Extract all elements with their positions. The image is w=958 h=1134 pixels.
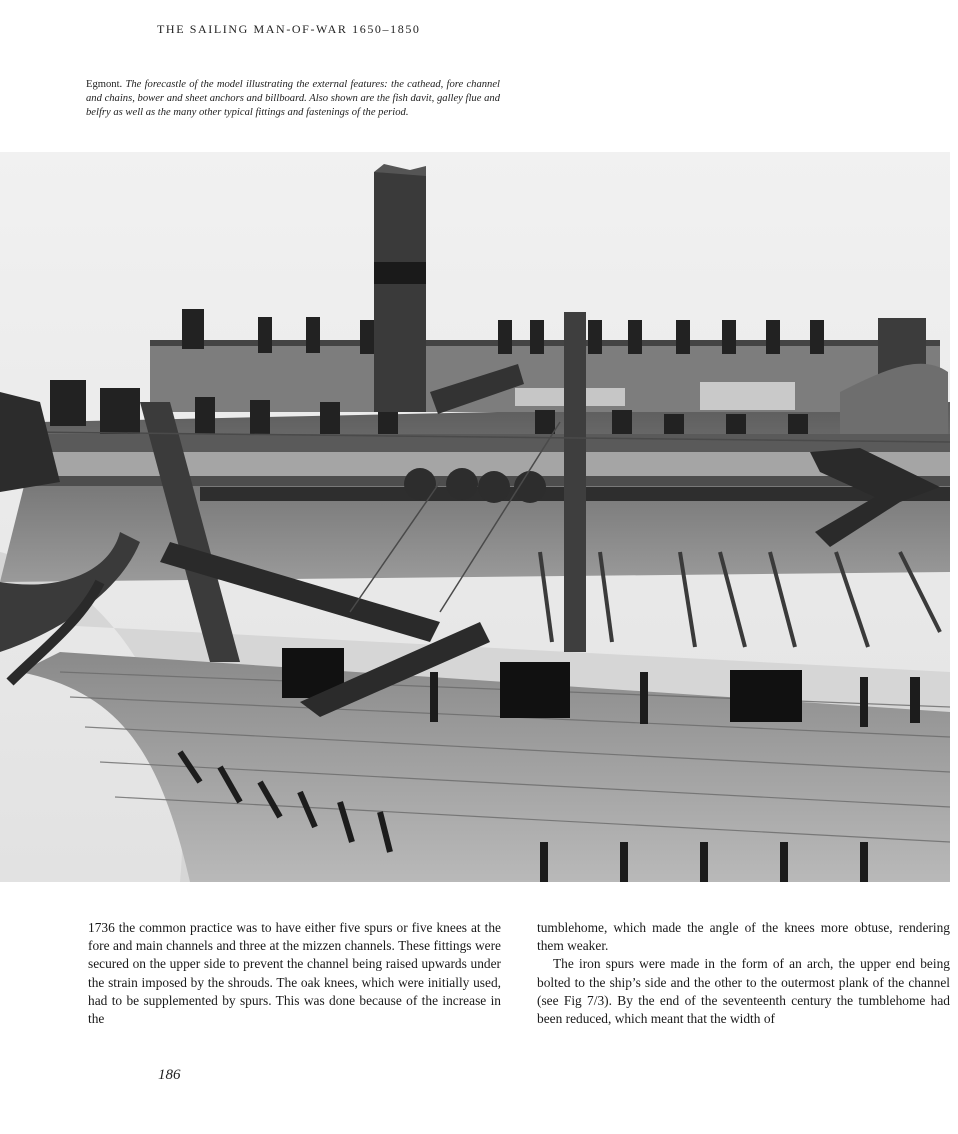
paragraph: tumblehome, which made the angle of the knees more obtuse, rendering them weaker. [537, 920, 950, 954]
caption-text: The forecastle of the model illustrating the external features: the cathead, fore channel and chains, bower and sheet anchors and billboard. Also shown are the fish davit, galley flue and belfry as well as the many other typical fittings and fastenings of the period. [86, 79, 500, 118]
running-head: THE SAILING MAN-OF-WAR 1650–1850 [157, 22, 421, 36]
caption-lead: Egmont. [86, 79, 123, 90]
figure-caption [86, 78, 500, 120]
body-text-left-column [88, 919, 501, 1028]
ship-model-photograph [0, 152, 950, 882]
paragraph: 1736 the common practice was to have either five spurs or five knees at the fore and main channels and three at the mizzen channels. These fittings were secured on the upper side to prevent the channel being raised upwards under the strain imposed by the shrouds. The oak knees, which were initially used, had to be supplemented by spurs. This was done because of the increase in the [88, 920, 501, 1027]
paragraph: The iron spurs were made in the form of an arch, the upper end being bolted to the ship’s side and the other to the outermost plank of the channel (see Fig 7/3). By the end of the seventeenth century the tumblehome had been reduced, which meant that the width of [537, 956, 950, 1027]
body-text-right-column [537, 919, 950, 1028]
page-number: 186 [158, 1067, 181, 1083]
